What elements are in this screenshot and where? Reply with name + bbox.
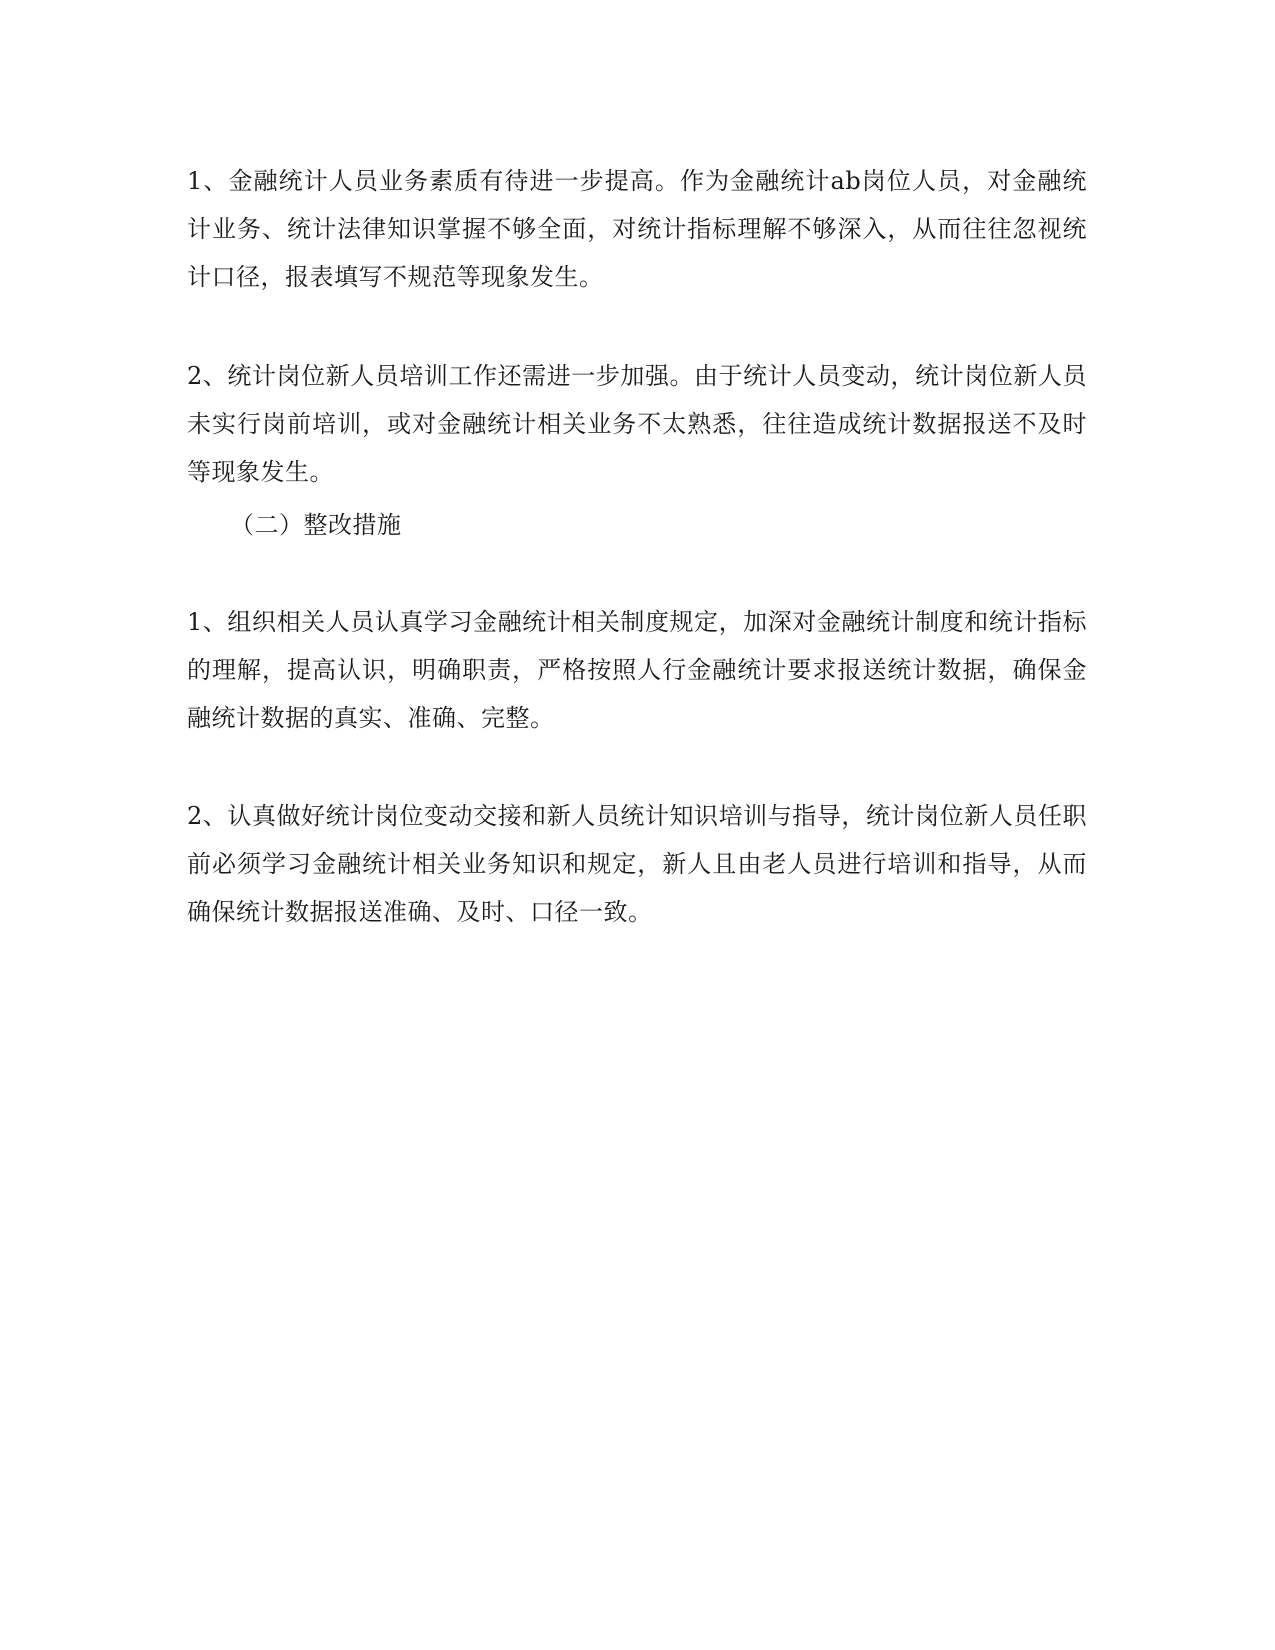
paragraph-problem-2: 2、统计岗位新人员培训工作还需进一步加强。由于统计人员变动，统计岗位新人员未实行岗前培训，或对金融统计相关业务不太熟悉，往往造成统计数据报送不及时等现象发生。 — [187, 362, 1087, 486]
paragraph-measure-1: 1、组织相关人员认真学习金融统计相关制度规定，加深对金融统计制度和统计指标的理解，提高认识，明确职责，严格按照人行金融统计要求报送统计数据，确保金融统计数据的真实、准确、完整。 — [187, 608, 1087, 732]
paragraph-measure-2: 2、认真做好统计岗位变动交接和新人员统计知识培训与指导，统计岗位新人员任职前必须学习金融统计相关业务知识和规定，新人且由老人员进行培训和指导，从而确保统计数据报送准确、及时、口径一致。 — [187, 802, 1087, 926]
paragraph-problem-1: 1、金融统计人员业务素质有待进一步提高。作为金融统计ab岗位人员，对金融统计业务、统计法律知识掌握不够全面，对统计指标理解不够深入，从而往往忽视统计口径，报表填写不规范等现象发生。 — [187, 167, 1087, 291]
section-heading-rectification: （二）整改措施 — [230, 511, 402, 539]
